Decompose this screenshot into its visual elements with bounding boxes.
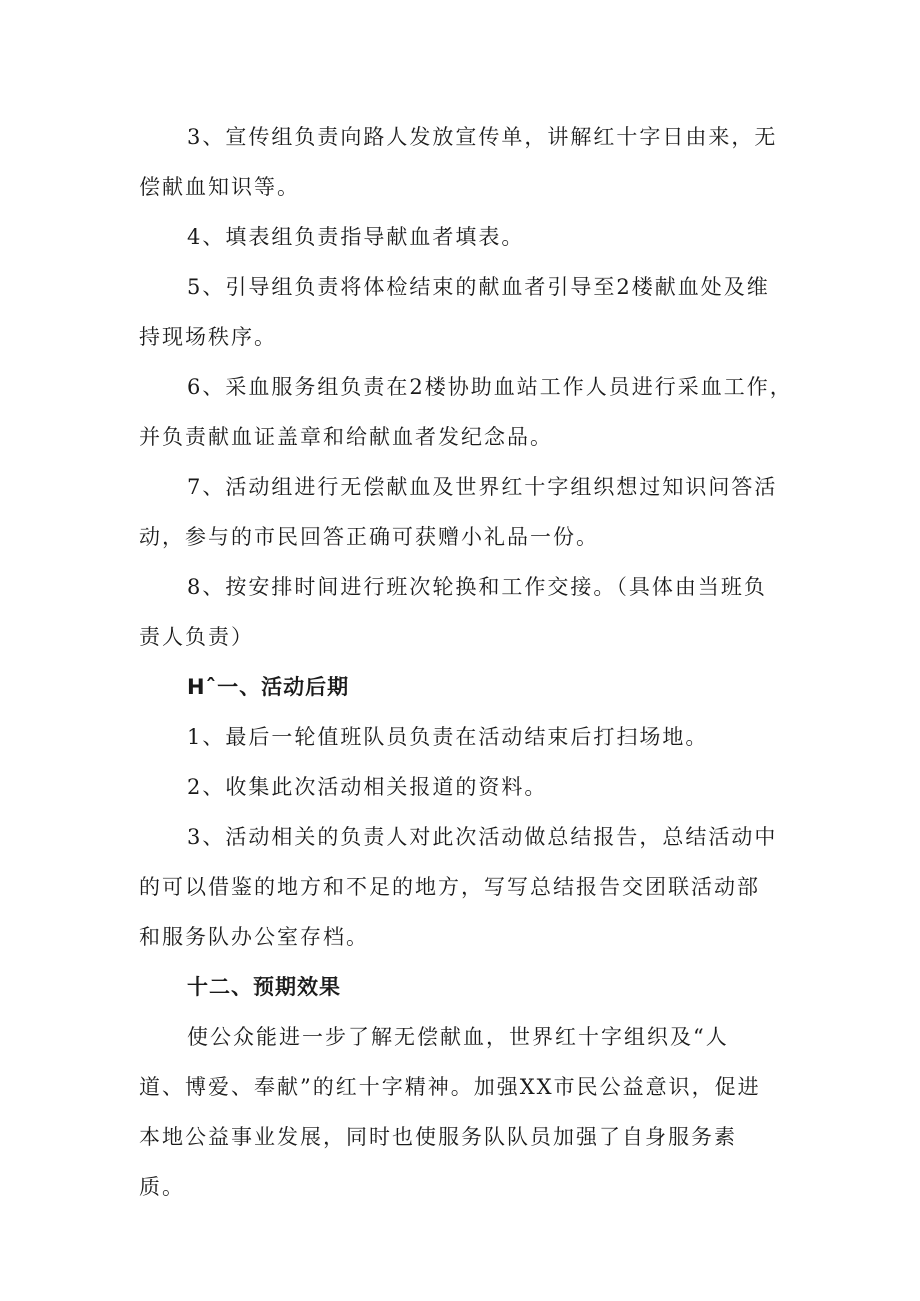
text-line: 3、宣传组负责向路人发放宣传单，讲解红十字日由来，无 [187,125,778,149]
paragraph-item-8 [139,562,789,662]
paragraph-effect [139,1012,789,1212]
document-body [139,112,793,1212]
text-line: 并负责献血证盖章和给献血者发纪念品。 [139,425,553,449]
text-line: 6、采血服务组负责在2楼协助血站工作人员进行采血工作， [187,375,793,399]
text-line: 道、博爱、奉献”的红十字精神。加强XX市民公益意识，促进 [139,1075,761,1099]
text-line: 的可以借鉴的地方和不足的地方，写写总结报告交团联活动部 [139,875,760,899]
paragraph-item-6 [139,362,793,462]
text-line: 8、按安排时间进行班次轮换和工作交接。（具体由当班负 [187,575,767,599]
text-line: 4、填表组负责指导献血者填表。 [187,225,525,249]
paragraph-item-7 [139,462,789,562]
paragraph-after-2 [139,762,789,812]
section-heading-after-event: Hˆ一、活动后期 [187,675,350,699]
paragraph-item-4 [139,212,789,262]
text-line: 使公众能进一步了解无偿献血，世界红十字组织及“人 [187,1025,729,1049]
text-line: 偿献血知识等。 [139,175,300,199]
text-line: 本地公益事业发展，同时也使服务队队员加强了自身服务素 [139,1125,737,1149]
text-line: 质。 [139,1175,185,1199]
paragraph-item-5 [139,262,789,362]
text-line: 和服务队办公室存档。 [139,925,369,949]
text-line: 持现场秩序。 [139,325,277,349]
paragraph-item-3 [139,112,789,212]
text-line: 1、最后一轮值班队员负责在活动结束后打扫场地。 [187,725,709,749]
text-line: 7、活动组进行无偿献血及世界红十字组织想过知识问答活 [187,475,778,499]
text-line: 5、引导组负责将体检结束的献血者引导至2楼献血处及维 [187,275,770,299]
section-heading-expected-effect: 十二、预期效果 [187,975,341,999]
text-line: 动，参与的市民回答正确可获赠小礼品一份。 [139,525,599,549]
text-line: 3、活动相关的负责人对此次活动做总结报告，总结活动中 [187,825,778,849]
text-line: 2、收集此次活动相关报道的资料。 [187,775,548,799]
paragraph-after-1 [139,712,789,762]
paragraph-after-3 [139,812,789,962]
text-line: 责人负责） [139,625,254,649]
